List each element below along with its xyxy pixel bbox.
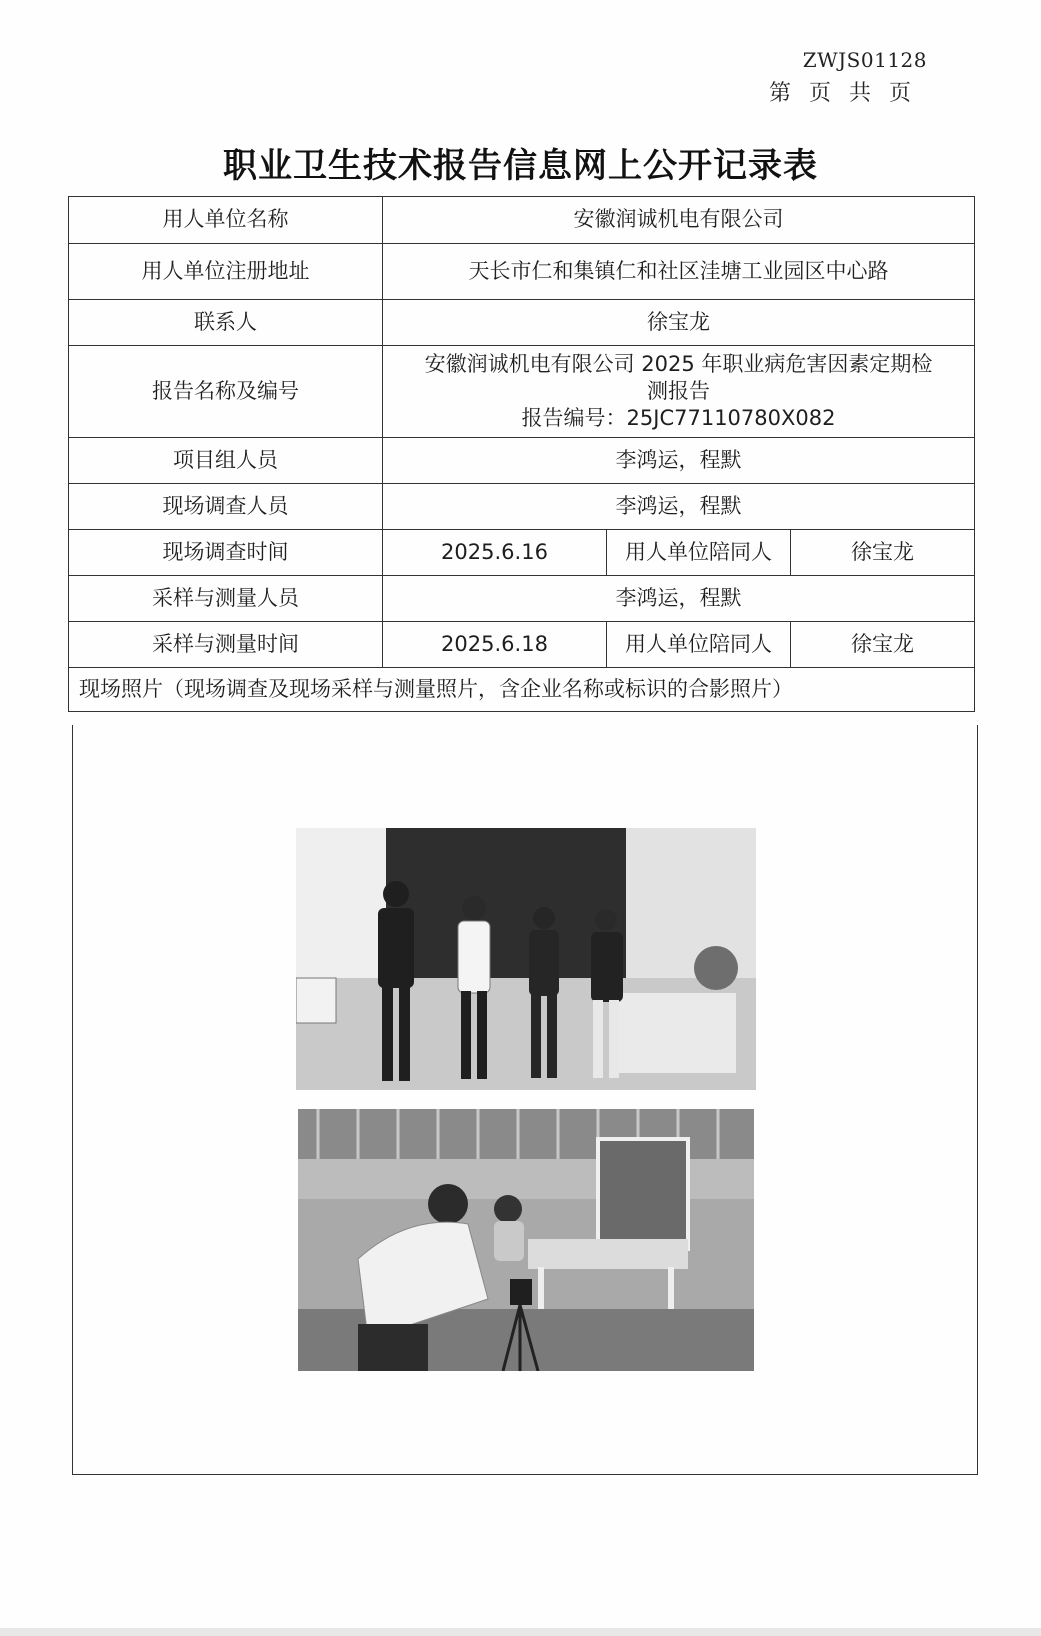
value-sampling-staff: 李鸿运，程默	[383, 576, 975, 622]
label-sampling-escort: 用人单位陪同人	[607, 622, 791, 668]
value-contact: 徐宝龙	[383, 300, 975, 346]
document-number: ZWJS01128	[802, 48, 927, 72]
label-sampling-staff: 采样与测量人员	[69, 576, 383, 622]
label-employer-address: 用人单位注册地址	[69, 244, 383, 300]
value-sampling-time: 2025.6.18	[383, 622, 607, 668]
row-survey-staff	[69, 484, 975, 530]
report-name-line2: 测报告	[647, 378, 710, 403]
record-table	[68, 196, 975, 712]
value-report	[383, 346, 975, 438]
value-employer-name: 安徽润诚机电有限公司	[383, 197, 975, 244]
row-sampling-staff	[69, 576, 975, 622]
label-survey-escort: 用人单位陪同人	[607, 530, 791, 576]
row-survey-time	[69, 530, 975, 576]
page-info: 第页共页	[768, 81, 929, 106]
row-photos-caption	[69, 668, 975, 712]
scan-edge	[0, 1628, 1041, 1636]
row-employer-name	[69, 197, 975, 244]
value-survey-time: 2025.6.16	[383, 530, 607, 576]
label-sampling-time: 采样与测量时间	[69, 622, 383, 668]
report-number: 报告编号：25JC77110780X082	[521, 406, 836, 431]
group-photo	[296, 828, 756, 1090]
value-project-team: 李鸿运，程默	[383, 438, 975, 484]
value-survey-escort: 徐宝龙	[791, 530, 975, 576]
value-employer-address: 天长市仁和集镇仁和社区洼塘工业园区中心路	[383, 244, 975, 300]
label-employer-name: 用人单位名称	[69, 197, 383, 244]
row-report	[69, 346, 975, 438]
label-survey-time: 现场调查时间	[69, 530, 383, 576]
label-photos: 现场照片（现场调查及现场采样与测量照片，含企业名称或标识的合影照片）	[69, 668, 975, 712]
row-project-team	[69, 438, 975, 484]
page-title: 职业卫生技术报告信息网上公开记录表	[223, 146, 818, 186]
row-employer-address	[69, 244, 975, 300]
label-survey-staff: 现场调查人员	[69, 484, 383, 530]
value-survey-staff: 李鸿运，程默	[383, 484, 975, 530]
report-name-line1: 安徽润诚机电有限公司 2025 年职业病危害因素定期检	[424, 351, 933, 376]
label-report: 报告名称及编号	[69, 346, 383, 438]
label-project-team: 项目组人员	[69, 438, 383, 484]
row-contact	[69, 300, 975, 346]
row-sampling-time	[69, 622, 975, 668]
value-sampling-escort: 徐宝龙	[791, 622, 975, 668]
sampling-photo	[298, 1109, 754, 1371]
label-contact: 联系人	[69, 300, 383, 346]
photo-area	[72, 725, 978, 1475]
